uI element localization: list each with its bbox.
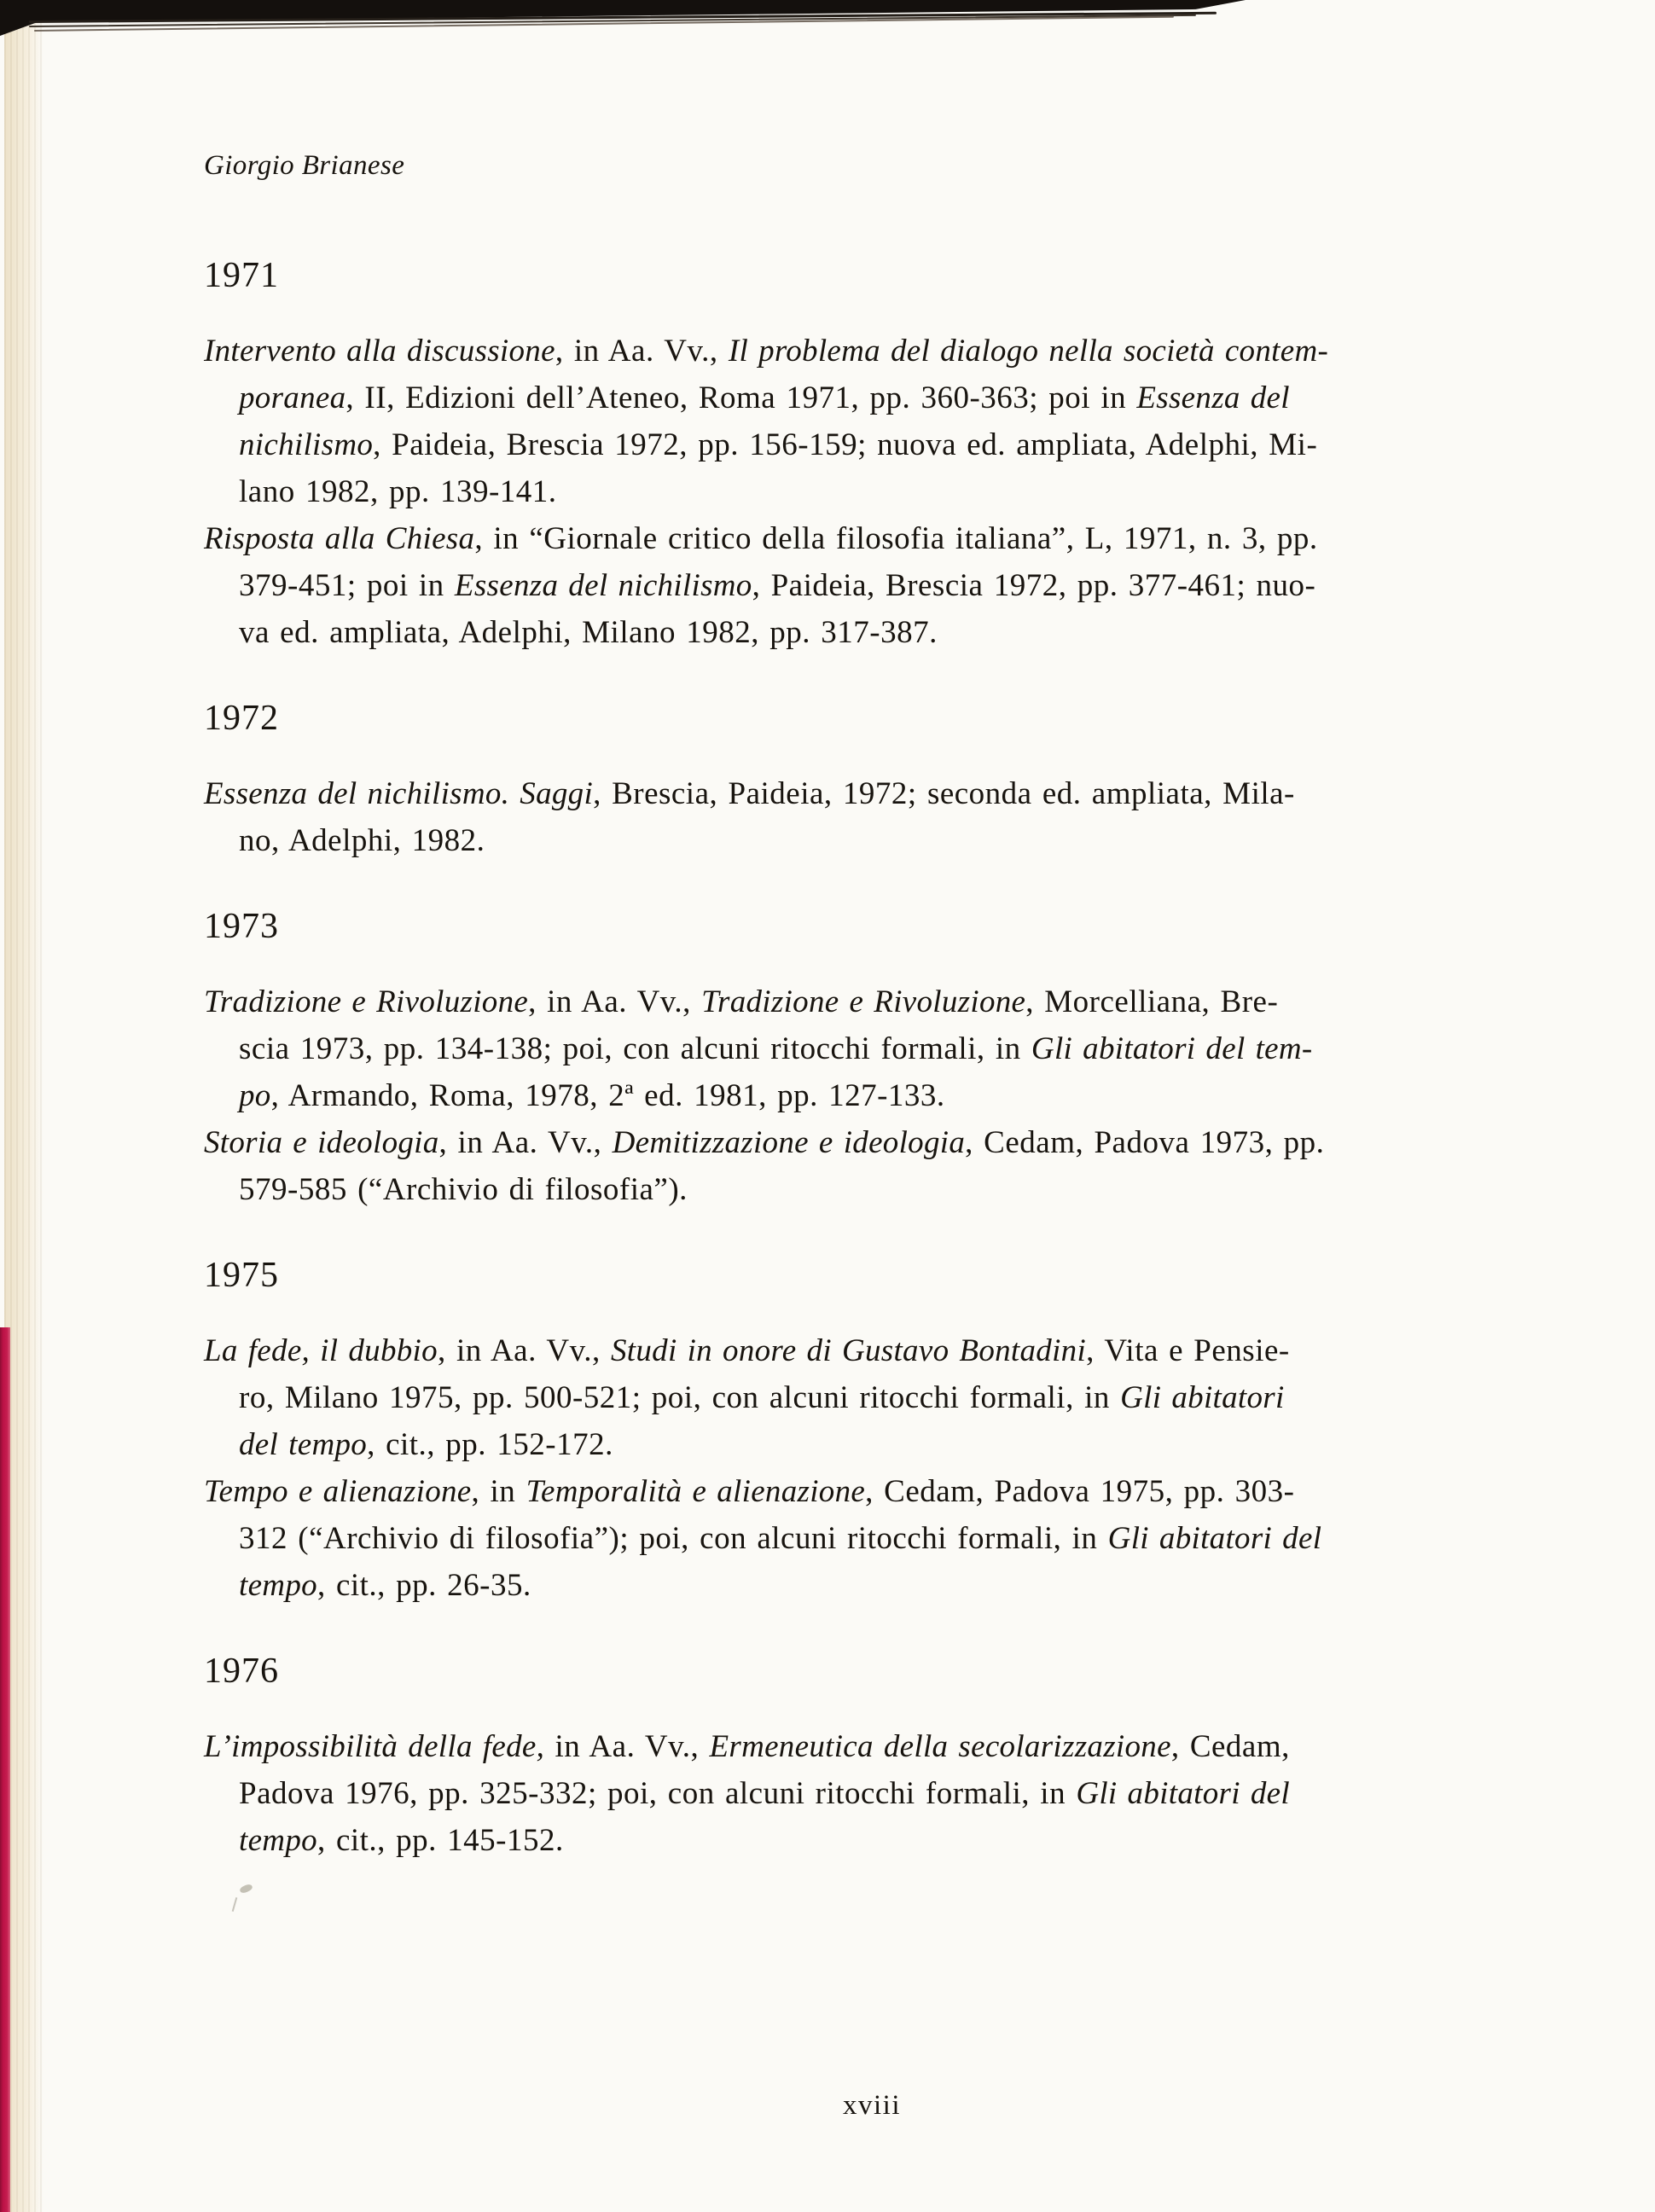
- text-italic: Gli abitatori del: [1107, 1521, 1322, 1556]
- entry-line: [204, 1723, 1540, 1770]
- bibliography-entry: [204, 1119, 1540, 1213]
- text-roman: , in Aa. Vv.,: [437, 1333, 611, 1368]
- entry-line: [204, 1374, 1540, 1421]
- text-italic: Essenza del nichilismo: [454, 568, 752, 603]
- text-roman: , Paideia, Brescia 1972, pp. 377-461; nuo-: [752, 568, 1316, 603]
- text-italic: Tradizione e Rivoluzione: [701, 984, 1026, 1019]
- text-roman: scia 1973, pp. 134-138; poi, con alcuni ritocchi formali, in: [239, 1031, 1031, 1066]
- entry-line: [204, 1562, 1540, 1609]
- text-roman: 579-585 (“Archivio di filosofia”).: [239, 1172, 688, 1207]
- entry-line: [204, 374, 1540, 421]
- text-italic: po: [239, 1078, 271, 1113]
- text-roman: , in “Giornale critico della filosofia italiana”, L, 1971, n. 3, pp.: [474, 521, 1318, 556]
- text-roman: , cit., pp. 145-152.: [316, 1823, 564, 1858]
- text-italic: tempo: [239, 1823, 317, 1858]
- text-italic: Temporalità e alienazione: [526, 1474, 866, 1509]
- year-section: [204, 256, 1540, 656]
- text-roman: , in Aa. Vv.,: [438, 1125, 613, 1160]
- pencil-mark: [229, 1884, 258, 1921]
- text-roman: , Armando, Roma, 1978, 2ª ed. 1981, pp. 127-133.: [270, 1078, 945, 1113]
- text-roman: , cit., pp. 26-35.: [316, 1568, 531, 1603]
- text-italic: Tempo e alienazione: [204, 1474, 472, 1509]
- text-italic: La fede, il dubbio: [204, 1333, 438, 1368]
- text-roman: 379-451; poi in: [239, 568, 455, 603]
- bibliography-entry: [204, 770, 1540, 864]
- text-italic: Gli abitatori del tem-: [1031, 1031, 1313, 1066]
- running-header: Giorgio Brianese: [204, 150, 405, 181]
- entry-line: [204, 421, 1540, 468]
- entry-line: [204, 1770, 1540, 1817]
- text-italic: Risposta alla Chiesa: [204, 521, 475, 556]
- text-italic: Essenza del nichilismo. Saggi: [204, 776, 594, 811]
- bibliography-entry: [204, 328, 1540, 515]
- text-roman: , cit., pp. 152-172.: [367, 1427, 613, 1462]
- text-italic: Il problema del dialogo nella società contem-: [728, 334, 1329, 369]
- bibliography-entry: [204, 978, 1540, 1119]
- text-roman: , in Aa. Vv.,: [555, 334, 729, 369]
- text-roman: lano 1982, pp. 139-141.: [239, 474, 557, 509]
- text-italic: Storia e ideologia: [204, 1125, 439, 1160]
- text-roman: 312 (“Archivio di filosofia”); poi, con alcuni ritocchi formali, in: [239, 1521, 1108, 1556]
- bibliography-entry: [204, 515, 1540, 656]
- text-roman: , in Aa. Vv.,: [528, 984, 702, 1019]
- entry-line: [204, 817, 1540, 864]
- book-cover-edge-stripe: [0, 1327, 10, 2212]
- year-section: [204, 1256, 1540, 1609]
- text-italic: Gli abitatori del: [1076, 1776, 1290, 1811]
- text-roman: , Brescia, Paideia, 1972; seconda ed. ampliata, Mila-: [593, 776, 1295, 811]
- text-roman: , II, Edizioni dell’Ateneo, Roma 1971, pp. 360-363; poi in: [346, 380, 1137, 415]
- text-roman: , Cedam, Padova 1973, pp.: [965, 1125, 1325, 1160]
- year-heading: 1976: [204, 1652, 279, 1691]
- entry-line: [204, 1468, 1540, 1515]
- text-roman: Padova 1976, pp. 325-332; poi, con alcuni ritocchi formali, in: [239, 1776, 1077, 1811]
- entry-line: [204, 1166, 1540, 1213]
- entry-line: [204, 1119, 1540, 1166]
- year-heading: 1975: [204, 1256, 279, 1295]
- entry-line: [204, 515, 1540, 562]
- text-italic: Gli abitatori: [1120, 1380, 1285, 1415]
- text-roman: ro, Milano 1975, pp. 500-521; poi, con alcuni ritocchi formali, in: [239, 1380, 1121, 1415]
- text-italic: poranea: [239, 380, 346, 415]
- bibliography-entry: [204, 1327, 1540, 1468]
- text-roman: va ed. ampliata, Adelphi, Milano 1982, pp. 317-387.: [239, 615, 938, 650]
- entry-line: [204, 978, 1540, 1025]
- text-roman: no, Adelphi, 1982.: [239, 823, 485, 858]
- text-roman: , Morcelliana, Bre-: [1025, 984, 1279, 1019]
- entry-line: [204, 1072, 1540, 1119]
- entry-line: [204, 1025, 1540, 1072]
- text-italic: tempo: [239, 1568, 317, 1603]
- year-section: [204, 907, 1540, 1213]
- text-italic: L’impossibilità della fede,: [204, 1729, 545, 1764]
- bibliography-entry: [204, 1723, 1540, 1864]
- text-roman: , Cedam,: [1170, 1729, 1290, 1764]
- year-section: [204, 699, 1540, 864]
- text-roman: , Vita e Pensie-: [1086, 1333, 1290, 1368]
- text-italic: nichilismo: [239, 427, 374, 462]
- entry-line: [204, 1327, 1540, 1374]
- text-italic: Intervento alla discussione: [204, 334, 555, 369]
- text-italic: Studi in onore di Gustavo Bontadini: [610, 1333, 1087, 1368]
- year-section: [204, 1652, 1540, 1864]
- year-heading: 1973: [204, 907, 279, 946]
- year-heading: 1971: [204, 256, 279, 295]
- text-roman: , Paideia, Brescia 1972, pp. 156-159; nuova ed. ampliata, Adelphi, Mi-: [373, 427, 1318, 462]
- entry-line: [204, 1817, 1540, 1864]
- text-roman: , in: [471, 1474, 526, 1509]
- text-roman: in Aa. Vv.,: [544, 1729, 710, 1764]
- entry-line: [204, 1515, 1540, 1562]
- text-italic: Demitizzazione e ideologia: [612, 1125, 966, 1160]
- text-italic: del tempo: [239, 1427, 368, 1462]
- entry-line: [204, 1421, 1540, 1468]
- entry-line: [204, 609, 1540, 656]
- text-italic: Tradizione e Rivoluzione: [204, 984, 529, 1019]
- entry-line: [204, 328, 1540, 374]
- entry-line: [204, 770, 1540, 817]
- text-italic: Essenza del: [1136, 380, 1290, 415]
- text-italic: Ermeneutica della secolarizzazione: [709, 1729, 1171, 1764]
- entry-line: [204, 468, 1540, 515]
- year-heading: 1972: [204, 699, 279, 738]
- bibliography: [204, 256, 1540, 1907]
- entry-line: [204, 562, 1540, 609]
- text-roman: , Cedam, Padova 1975, pp. 303-: [865, 1474, 1295, 1509]
- bibliography-entry: [204, 1468, 1540, 1609]
- page-number: xviii: [842, 2090, 901, 2121]
